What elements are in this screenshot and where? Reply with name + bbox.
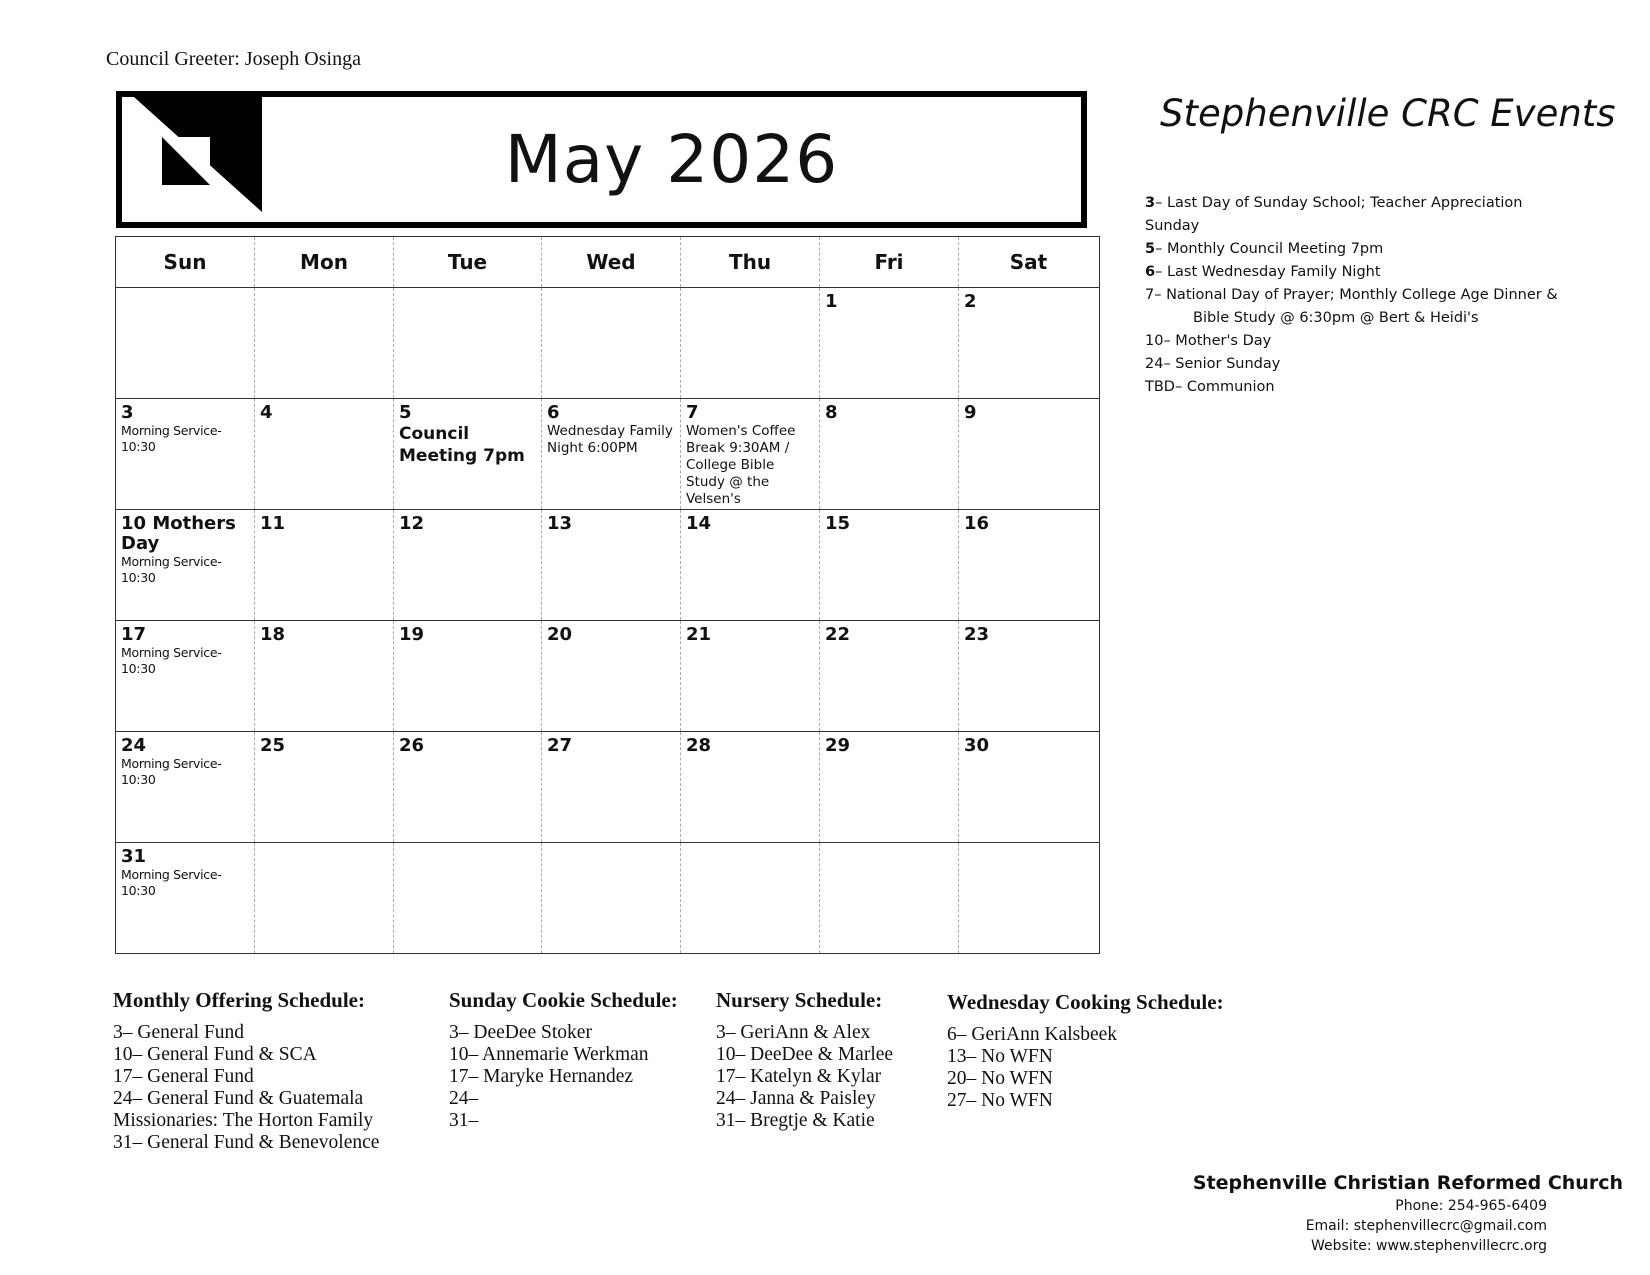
- weekday-thu: Thu: [681, 237, 820, 287]
- weekday-fri: Fri: [820, 237, 959, 287]
- schedule-item: 31– Bregtje & Katie: [716, 1110, 875, 1131]
- day-number: 27: [547, 735, 573, 756]
- day-number: 9: [964, 402, 977, 423]
- offering-schedule-title: Monthly Offering Schedule:: [113, 988, 365, 1012]
- event-text: 10– Mother's Day: [1145, 333, 1272, 349]
- event-text: 24– Senior Sunday: [1145, 356, 1281, 372]
- day-event: Morning Service-: [121, 867, 222, 882]
- day-cell: [681, 510, 820, 620]
- day-number: 19: [399, 624, 425, 645]
- church-phone: Phone: 254-965-6409: [1395, 1198, 1547, 1214]
- day-number: 21: [686, 624, 712, 645]
- schedule-item: 17– Katelyn & Kylar: [716, 1066, 882, 1087]
- day-number: 30: [964, 735, 990, 756]
- day-cell: [681, 732, 820, 842]
- church-contact: [1193, 1172, 1623, 1256]
- day-event: 10:30: [121, 661, 156, 676]
- day-number: 20: [547, 624, 573, 645]
- week-row: [116, 621, 1099, 732]
- day-cell: [959, 288, 1098, 398]
- schedule-item: 17– Maryke Hernandez: [449, 1066, 634, 1087]
- event-item: [1145, 376, 1565, 399]
- council-greeter: Council Greeter: Joseph Osinga: [106, 48, 361, 70]
- event-item: [1145, 307, 1565, 330]
- weekday-wed: Wed: [542, 237, 681, 287]
- day-number: 7: [686, 402, 699, 423]
- schedule-item: 6– GeriAnn Kalsbeek: [947, 1024, 1118, 1045]
- day-number: 26: [399, 735, 425, 756]
- day-number: 13: [547, 513, 573, 534]
- day-number: 28: [686, 735, 712, 756]
- month-title: May 2026: [504, 121, 839, 198]
- week-row: [116, 732, 1099, 843]
- day-cell: [116, 510, 255, 620]
- day-cell: [394, 510, 542, 620]
- day-event: Morning Service-: [121, 645, 222, 660]
- event-text: TBD– Communion: [1145, 379, 1275, 395]
- day-event: 10:30: [121, 772, 156, 787]
- day-number: 16: [964, 513, 990, 534]
- day-event: 10:30: [121, 570, 156, 585]
- event-text: – Last Wednesday Family Night: [1155, 264, 1381, 280]
- calendar-body: [116, 288, 1099, 953]
- day-number: 5: [399, 402, 412, 423]
- day-cell: [542, 843, 681, 953]
- day-number: 14: [686, 513, 712, 534]
- schedule-item: 13– No WFN: [947, 1046, 1053, 1067]
- day-cell: [820, 843, 959, 953]
- day-cell: [255, 288, 394, 398]
- day-cell: [394, 288, 542, 398]
- nursery-schedule: [716, 988, 893, 1132]
- event-text: – Last Day of Sunday School; Teacher Appreciation: [1155, 195, 1523, 211]
- weekday-mon: Mon: [255, 237, 394, 287]
- schedule-item: 10– DeeDee & Marlee: [716, 1044, 894, 1065]
- offering-schedule: [113, 988, 379, 1154]
- nursery-schedule-title: Nursery Schedule:: [716, 988, 883, 1012]
- event-item: [1145, 215, 1565, 238]
- day-cell: [959, 399, 1098, 509]
- day-cell: [820, 399, 959, 509]
- events-title: Stephenville CRC Events: [1160, 92, 1616, 135]
- event-day: 3: [1145, 195, 1156, 211]
- day-cell: [116, 732, 255, 842]
- schedule-item: 10– General Fund & SCA: [113, 1044, 317, 1065]
- event-text: 7– National Day of Prayer; Monthly College Age Dinner &: [1145, 287, 1558, 303]
- day-cell: [542, 288, 681, 398]
- day-cell: [542, 732, 681, 842]
- day-cell: [394, 399, 542, 509]
- day-number: 23: [964, 624, 990, 645]
- schedule-item: Missionaries: The Horton Family: [113, 1110, 374, 1131]
- day-number: 2: [964, 291, 977, 312]
- month-banner: [116, 91, 1087, 228]
- day-cell: [959, 843, 1098, 953]
- day-cell: [255, 732, 394, 842]
- schedule-item: 3– DeeDee Stoker: [449, 1022, 592, 1043]
- day-number: 29: [825, 735, 851, 756]
- day-number: 24: [121, 735, 147, 756]
- cooking-schedule: [947, 990, 1224, 1112]
- day-number: 12: [399, 513, 425, 534]
- church-website: Website: www.stephenvillecrc.org: [1311, 1238, 1547, 1254]
- day-event: Wednesday Family Night 6:00PM: [547, 423, 673, 456]
- day-event: 10:30: [121, 883, 156, 898]
- church-name: Stephenville Christian Reformed Church: [1192, 1172, 1623, 1194]
- schedule-item: 31– General Fund & Benevolence: [113, 1132, 380, 1153]
- event-item: [1145, 353, 1565, 376]
- schedule-item: 24– General Fund & Guatemala: [113, 1088, 364, 1109]
- schedule-item: 27– No WFN: [947, 1090, 1053, 1111]
- day-cell: [394, 732, 542, 842]
- day-event: Women's Coffee Break 9:30AM / College Bible Study @ the Velsen's: [686, 423, 796, 507]
- day-number: 8: [825, 402, 838, 423]
- weekday-tue: Tue: [394, 237, 542, 287]
- day-number: 31: [121, 846, 147, 867]
- schedule-item: 10– Annemarie Werkman: [449, 1044, 649, 1065]
- event-day: 5: [1145, 241, 1156, 257]
- event-item: [1145, 192, 1565, 215]
- event-item: [1145, 284, 1565, 307]
- event-text: Bible Study @ 6:30pm @ Bert & Heidi's: [1193, 310, 1479, 326]
- week-row: [116, 288, 1099, 399]
- day-cell: [820, 732, 959, 842]
- day-cell: [959, 621, 1098, 731]
- day-cell: [681, 399, 820, 509]
- calendar-grid: [115, 236, 1100, 954]
- day-cell: [681, 621, 820, 731]
- day-cell: [542, 399, 681, 509]
- cooking-schedule-title: Wednesday Cooking Schedule:: [947, 990, 1224, 1014]
- weekday-header: [116, 237, 1099, 288]
- day-cell: [255, 399, 394, 509]
- week-row: [116, 843, 1099, 953]
- cookie-schedule-title: Sunday Cookie Schedule:: [449, 988, 678, 1012]
- day-event: Morning Service-: [121, 554, 222, 569]
- day-cell: [116, 288, 255, 398]
- day-cell: [820, 510, 959, 620]
- day-cell: [255, 621, 394, 731]
- day-cell: [959, 510, 1098, 620]
- day-number: 25: [260, 735, 286, 756]
- weekday-sun: Sun: [116, 237, 255, 287]
- events-list: [1145, 192, 1565, 399]
- week-row: [116, 510, 1099, 621]
- schedule-item: 24– Janna & Paisley: [716, 1088, 876, 1109]
- day-cell: [681, 288, 820, 398]
- day-cell: [542, 510, 681, 620]
- day-number: 10 Mothers Day: [121, 513, 236, 554]
- church-email: Email: stephenvillecrc@gmail.com: [1305, 1218, 1547, 1234]
- day-number: 6: [547, 402, 560, 423]
- day-number: 15: [825, 513, 851, 534]
- schedule-item: 20– No WFN: [947, 1068, 1053, 1089]
- day-number: 11: [260, 513, 286, 534]
- schedule-item: 3– GeriAnn & Alex: [716, 1022, 871, 1043]
- schedule-item: 31–: [449, 1110, 479, 1131]
- day-event: Morning Service-: [121, 423, 222, 438]
- event-day: 6: [1145, 264, 1156, 280]
- day-cell: [394, 621, 542, 731]
- day-cell: [820, 288, 959, 398]
- event-text: Sunday: [1145, 218, 1200, 234]
- day-cell: [394, 843, 542, 953]
- day-number: 1: [825, 291, 838, 312]
- day-number: 18: [260, 624, 286, 645]
- event-item: [1145, 238, 1565, 261]
- schedule-item: 24–: [449, 1088, 479, 1109]
- day-event: Council Meeting 7pm: [399, 424, 525, 466]
- day-cell: [542, 621, 681, 731]
- weekday-sat: Sat: [1009, 250, 1048, 274]
- day-number: 17: [121, 624, 147, 645]
- day-cell: [116, 843, 255, 953]
- event-item: [1145, 261, 1565, 284]
- day-number: 22: [825, 624, 851, 645]
- day-cell: [255, 510, 394, 620]
- day-cell: [255, 843, 394, 953]
- week-row: [116, 399, 1099, 510]
- day-number: 4: [260, 402, 273, 423]
- day-cell: [959, 732, 1098, 842]
- day-number: 3: [121, 402, 134, 423]
- cookie-schedule: [449, 988, 678, 1132]
- schedule-item: 17– General Fund: [113, 1066, 254, 1087]
- quilt-logo-icon: [122, 97, 262, 222]
- day-event: Morning Service-: [121, 756, 222, 771]
- day-cell: [116, 621, 255, 731]
- day-cell: [116, 399, 255, 509]
- schedule-item: 3– General Fund: [113, 1022, 245, 1043]
- event-item: [1145, 330, 1565, 353]
- event-text: – Monthly Council Meeting 7pm: [1155, 241, 1384, 257]
- day-event: 10:30: [121, 439, 156, 454]
- day-cell: [820, 621, 959, 731]
- day-cell: [681, 843, 820, 953]
